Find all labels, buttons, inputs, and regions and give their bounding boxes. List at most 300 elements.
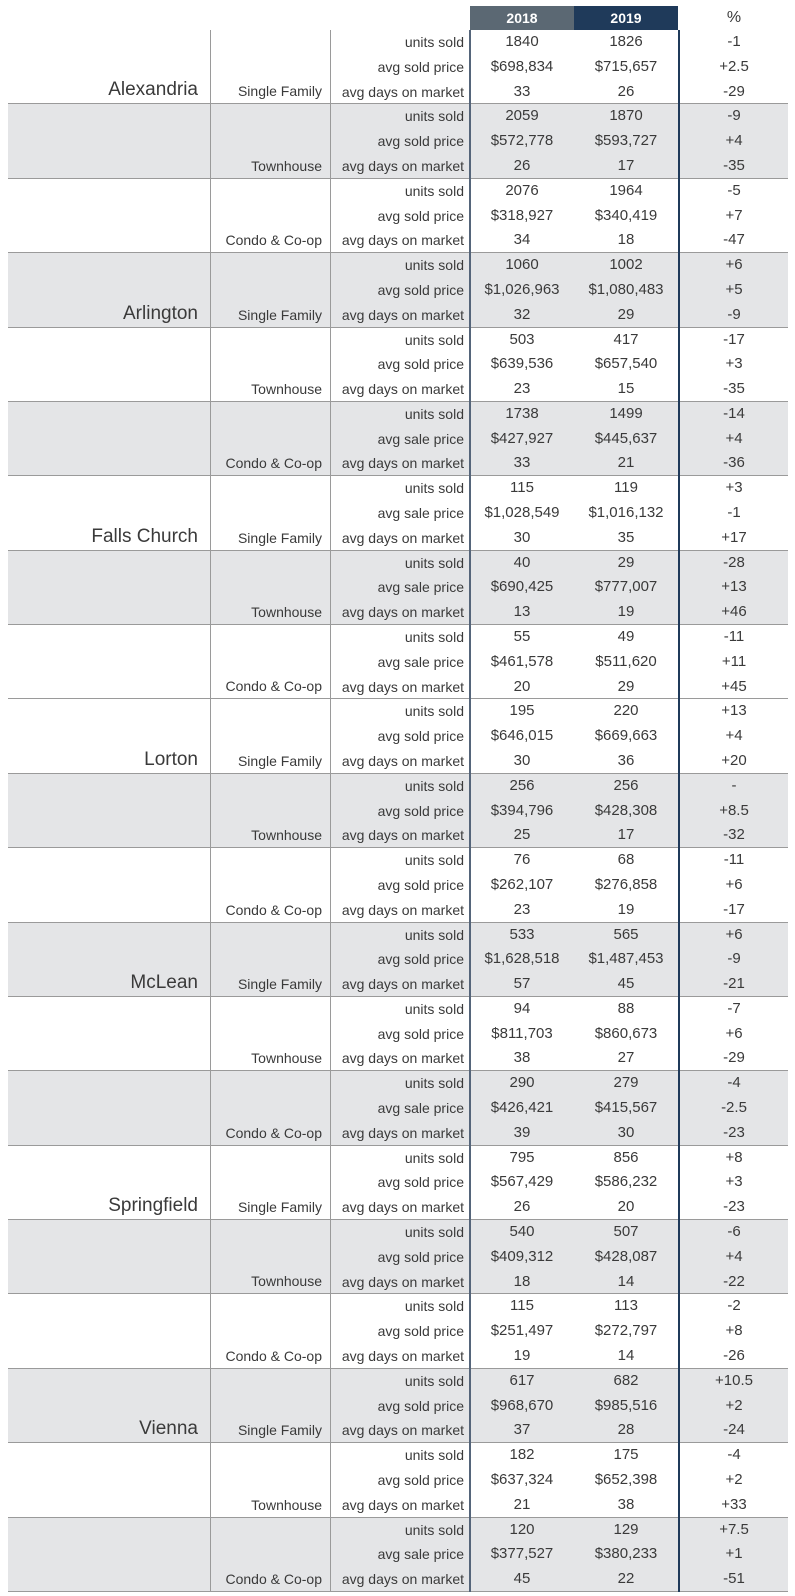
value-2018: 195 [509,702,535,720]
metric-label: avg sold price [377,951,464,968]
table-block [8,1518,788,1592]
metric-label: avg days on market [341,1571,464,1588]
table-row [8,799,788,824]
property-type: Townhouse [251,1050,322,1067]
table-block [8,253,788,327]
value-2018: 76 [513,851,531,869]
value-2018: 533 [509,925,535,943]
table-row [8,1493,788,1518]
value-2018: $698,834 [490,57,554,75]
value-2019: $657,540 [594,355,658,373]
percent-change: +8 [725,1322,743,1340]
percent-change: +4 [725,429,743,447]
metric-label: avg sale price [377,653,464,670]
value-2018: 2059 [505,107,539,125]
table-block [8,923,788,997]
table-row [8,129,788,154]
table-row [8,402,788,427]
value-2019: $445,637 [594,429,658,447]
value-2019: $511,620 [595,652,657,670]
value-2019: $276,858 [594,875,658,893]
table-row [8,328,788,353]
table-row [8,1542,788,1567]
city-name: Falls Church [91,525,198,547]
value-2019: 565 [613,925,639,943]
value-2018: 57 [513,975,531,993]
value-2019: $428,308 [594,801,658,819]
percent-change: -4 [727,1446,741,1464]
value-2019: 279 [613,1074,639,1092]
header-2019: 2019 [574,6,678,30]
metric-label: avg days on market [341,752,464,769]
value-2018: 32 [513,305,531,323]
table-row [8,575,788,600]
table-row [8,873,788,898]
value-2019: $415,567 [594,1099,658,1117]
value-2019: $272,797 [594,1322,658,1340]
metric-label: units sold [404,926,464,943]
value-2019: 1870 [609,107,643,125]
value-2019: $380,233 [594,1545,658,1563]
percent-change: -29 [723,82,745,100]
table-row [8,947,788,972]
metric-label: avg sold price [377,1174,464,1191]
property-type: Single Family [237,83,322,100]
table-row [8,501,788,526]
value-2019: 507 [613,1223,639,1240]
table-block [8,1369,788,1443]
value-2019: 14 [617,1346,635,1364]
percent-change: -32 [723,826,745,844]
table-row [8,1468,788,1493]
property-type: Townhouse [251,604,322,620]
percent-change: - [731,776,737,794]
table-row [8,1046,788,1071]
metric-label: avg days on market [341,381,464,398]
value-2018: $1,026,963 [484,280,560,298]
value-2018: $1,628,518 [484,950,560,968]
percent-change: -1 [727,33,741,50]
value-2018: 115 [510,1297,534,1315]
value-2018: $318,927 [490,206,554,224]
table-header [8,6,788,30]
value-2019: 45 [617,975,635,993]
table-block [8,179,788,253]
percent-change: +17 [721,528,747,546]
table-row [8,1170,788,1195]
percent-change: -2 [727,1297,741,1315]
value-2019: $985,516 [594,1396,658,1414]
market-table [8,6,788,1592]
property-type: Single Family [237,1199,322,1215]
value-2019: $777,007 [594,578,658,596]
metric-label: avg sold price [377,876,464,893]
table-row [8,1443,788,1468]
value-2019: 19 [617,603,635,621]
percent-change: -6 [727,1223,741,1240]
value-2019: $715,657 [594,57,658,75]
value-2018: 37 [513,1421,531,1439]
metric-label: units sold [404,1000,464,1017]
value-2019: $1,080,483 [588,280,664,298]
value-2019: 856 [613,1148,639,1166]
property-type: Condo & Co-op [225,901,322,918]
property-type: Townhouse [251,1273,322,1290]
percent-change: +11 [721,652,747,670]
metric-label: avg days on market [341,232,464,249]
metric-label: units sold [404,1521,464,1538]
value-2018: 23 [513,380,531,398]
table-row [8,699,788,724]
table-row [8,1344,788,1369]
value-2018: $639,536 [490,355,554,373]
metric-label: avg days on market [341,604,464,621]
property-type: Condo & Co-op [225,232,322,249]
value-2019: $593,727 [594,132,658,150]
table-block [8,1294,788,1368]
table-row [8,625,788,650]
table-row [8,55,788,80]
value-2018: 25 [513,826,531,844]
value-2019: 36 [617,751,635,769]
value-2019: 1499 [609,404,643,422]
metric-label: units sold [404,34,464,50]
percent-change: +1 [725,1545,743,1563]
metric-label: units sold [404,182,464,199]
metric-label: avg sold price [377,133,464,150]
percent-change: +4 [725,727,743,745]
percent-change: -2.5 [721,1099,747,1117]
percent-change: -11 [723,851,745,869]
value-2018: $572,778 [490,132,554,150]
table-row [8,1270,788,1295]
table-row [8,352,788,377]
table-row [8,278,788,303]
table-block [8,625,788,699]
metric-label: avg days on market [341,306,464,323]
percent-change: -21 [723,975,745,993]
value-2019: 175 [613,1446,639,1464]
metric-label: avg sold price [377,207,464,224]
percent-change: -5 [727,181,741,199]
percent-change: +5 [725,280,743,298]
property-type: Single Family [237,752,322,769]
value-2018: $646,015 [490,727,554,745]
metric-label: avg sold price [377,281,464,298]
metric-label: units sold [404,1447,464,1464]
property-type: Townhouse [251,157,322,174]
value-2018: 1738 [505,404,539,422]
percent-change: +45 [721,677,747,695]
value-2018: 13 [513,603,531,621]
table-row [8,1518,788,1543]
percent-change: -51 [723,1570,745,1588]
value-2019: 19 [617,900,635,918]
value-2019: 18 [617,231,635,249]
value-2018: 182 [509,1446,535,1464]
value-2019: 129 [613,1520,639,1538]
metric-label: avg days on market [341,1347,464,1364]
property-type: Condo & Co-op [225,455,322,472]
value-2018: 2076 [505,181,539,199]
value-2018: $1,028,549 [484,504,560,522]
city-name: Springfield [108,1195,198,1216]
city-name: Alexandria [108,79,198,101]
value-2019: 68 [617,851,635,869]
value-2019: $860,673 [594,1024,658,1042]
metric-label: units sold [404,1298,464,1315]
table-row [8,1369,788,1394]
table-row [8,179,788,204]
value-2019: 35 [617,528,635,546]
metric-label: avg days on market [341,1124,464,1141]
metric-label: avg days on market [341,1273,464,1290]
percent-change: -7 [727,999,741,1017]
value-2018: 33 [513,82,531,100]
value-2018: 20 [513,677,531,695]
value-2018: 503 [509,330,535,348]
metric-label: units sold [404,777,464,794]
value-2018: $377,527 [490,1545,554,1563]
value-2019: 38 [617,1495,635,1513]
table-row [8,551,788,576]
metric-label: avg days on market [341,678,464,695]
metric-label: avg sold price [377,1397,464,1414]
value-2018: 45 [513,1570,531,1588]
table-row [8,476,788,501]
value-2018: $262,107 [490,875,554,893]
percent-change: +10.5 [715,1371,753,1389]
table-row [8,1220,788,1245]
value-2019: 29 [617,677,635,695]
table-row [8,451,788,476]
value-2018: 30 [513,528,531,546]
table-row [8,1071,788,1096]
value-2018: 33 [513,454,531,472]
property-type: Townhouse [251,380,322,397]
value-2019: 20 [617,1198,635,1216]
city-name: Arlington [123,302,198,324]
percent-change: +6 [725,1024,743,1042]
percent-change: -35 [723,380,745,398]
percent-change: +8.5 [719,801,749,819]
metric-label: avg sold price [377,1248,464,1265]
value-2019: 21 [617,454,635,472]
table-row [8,1567,788,1592]
percent-change: -23 [723,1123,745,1141]
metric-label: avg days on market [341,901,464,918]
property-type: Condo & Co-op [225,1124,322,1141]
table-row [8,823,788,848]
metric-label: avg days on market [341,976,464,993]
value-2019: 49 [617,628,635,645]
value-2018: 34 [513,231,531,249]
value-2018: 18 [513,1272,531,1290]
value-2019: 29 [617,305,635,323]
percent-change: +6 [725,925,743,943]
value-2019: 30 [617,1123,635,1141]
value-2019: 1002 [609,256,643,274]
metric-label: avg sold price [377,728,464,745]
value-2018: $968,670 [490,1396,554,1414]
table-row [8,154,788,179]
property-type: Single Family [237,1422,322,1439]
percent-change: +13 [721,702,747,720]
metric-label: units sold [404,629,464,645]
table-row [8,30,788,55]
value-2018: 30 [513,751,531,769]
percent-change: +33 [721,1495,747,1513]
table-row [8,1294,788,1319]
percent-change: -9 [727,107,741,125]
metric-label: units sold [404,405,464,422]
metric-label: units sold [404,1372,464,1389]
metric-label: avg days on market [341,83,464,100]
value-2018: 1060 [505,256,539,274]
percent-change: -26 [723,1346,745,1364]
property-type: Condo & Co-op [225,1347,322,1364]
value-2019: 22 [617,1570,635,1588]
value-2019: 28 [617,1421,635,1439]
percent-change: +7 [725,206,743,224]
table-row [8,228,788,253]
metric-label: avg sale price [377,579,464,596]
table-body [8,30,788,1592]
header-percent: % [726,9,742,26]
percent-change: -24 [723,1421,745,1439]
metric-label: avg sold price [377,58,464,75]
metric-label: units sold [404,257,464,274]
table-block [8,774,788,848]
value-2019: 1826 [609,33,643,50]
table-block [8,1443,788,1517]
table-row [8,724,788,749]
value-2019: 88 [617,999,635,1017]
value-2018: 94 [513,999,531,1017]
metric-label: units sold [404,108,464,125]
table-row [8,204,788,229]
table-block [8,30,788,104]
value-2018: 26 [513,156,531,174]
value-2018: 540 [509,1223,535,1240]
value-2018: 795 [509,1148,535,1166]
property-type: Single Family [237,529,322,546]
metric-label: units sold [404,331,464,348]
value-2019: 682 [613,1371,639,1389]
table-row [8,1121,788,1146]
value-2018: 290 [509,1074,535,1092]
city-name: McLean [130,971,198,993]
value-2019: 256 [613,776,639,794]
metric-label: avg sold price [377,1323,464,1340]
table-block [8,402,788,476]
value-2019: $1,016,132 [588,504,664,522]
metric-label: units sold [404,480,464,497]
value-2019: 27 [617,1049,635,1067]
percent-change: -9 [727,950,741,968]
percent-change: -35 [723,156,745,174]
value-2018: 21 [513,1495,531,1513]
value-2019: $586,232 [594,1173,658,1191]
table-block [8,1146,788,1220]
percent-change: +8 [725,1148,743,1166]
property-type: Single Family [237,306,322,323]
value-2019: 29 [617,553,635,571]
table-block [8,699,788,773]
metric-label: avg days on market [341,1199,464,1216]
table-block [8,1220,788,1294]
metric-label: units sold [404,703,464,720]
value-2019: 119 [614,479,638,497]
table-row [8,1146,788,1171]
percent-change: +4 [725,132,743,150]
metric-label: avg days on market [341,1422,464,1439]
table-block [8,1071,788,1145]
value-2019: 417 [613,330,639,348]
table-row [8,1394,788,1419]
table-block [8,476,788,550]
metric-label: avg days on market [341,455,464,472]
table-row [8,104,788,129]
percent-change: -11 [723,628,745,645]
metric-label: avg days on market [341,827,464,844]
value-2018: 1840 [505,33,539,50]
table-block [8,848,788,922]
table-block [8,104,788,178]
table-row [8,1096,788,1121]
value-2018: $461,578 [490,652,554,670]
property-type: Townhouse [251,1496,322,1513]
percent-change: +7.5 [719,1520,749,1538]
header-2018: 2018 [470,6,574,30]
value-2018: $409,312 [490,1247,554,1265]
value-2018: 19 [513,1346,531,1364]
table-row [8,600,788,625]
table-block [8,997,788,1071]
table-row [8,848,788,873]
value-2018: 120 [509,1520,535,1538]
metric-label: avg sale price [377,430,464,447]
value-2018: $690,425 [490,578,554,596]
table-row [8,377,788,402]
metric-label: units sold [404,852,464,869]
metric-label: avg sold price [377,1471,464,1488]
percent-change: -47 [723,231,745,249]
percent-change: -36 [723,454,745,472]
metric-label: avg days on market [341,529,464,546]
metric-label: units sold [404,1149,464,1166]
value-2018: 55 [513,628,531,645]
percent-change: -29 [723,1049,745,1067]
table-block [8,551,788,625]
value-2019: $340,419 [594,206,658,224]
percent-change: +3 [725,1173,743,1191]
table-row [8,997,788,1022]
metric-label: units sold [404,554,464,571]
value-2019: 1964 [609,181,643,199]
value-2019: $669,663 [594,727,658,745]
value-2018: 617 [509,1371,535,1389]
percent-change: -17 [723,330,745,348]
table-row [8,898,788,923]
table-row [8,427,788,452]
table-row [8,1319,788,1344]
table-block [8,328,788,402]
percent-change: -17 [723,900,745,918]
value-2019: 17 [617,156,635,174]
value-2018: $394,796 [490,801,554,819]
percent-change: +3 [725,355,743,373]
